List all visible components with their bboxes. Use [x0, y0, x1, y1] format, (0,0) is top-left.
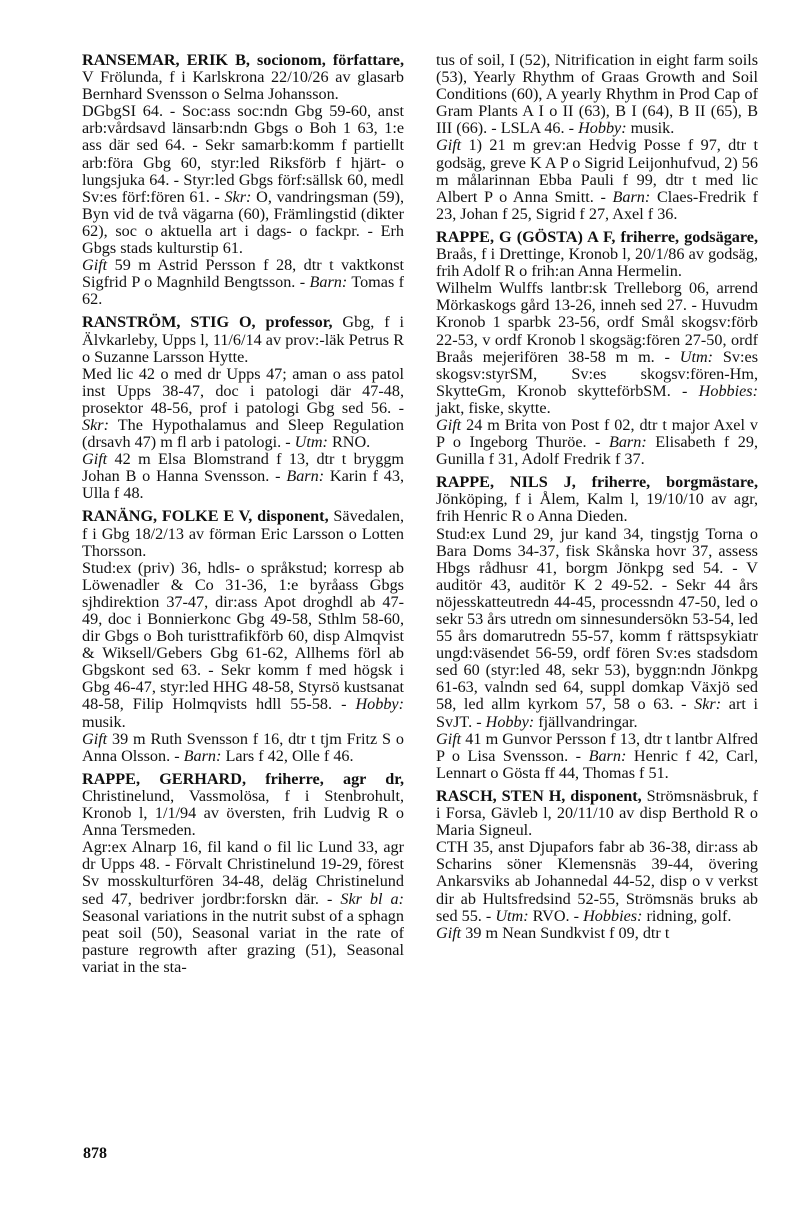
- entry-head: [82, 52, 404, 103]
- entry-rappe-gerhard: [82, 771, 404, 976]
- entry-head: [436, 474, 758, 525]
- entry-family: Gift 39 m Nean Sundkvist f 09, dtr t: [436, 923, 670, 942]
- entry-rappe-nils: [436, 474, 758, 782]
- entry-head: [82, 508, 404, 559]
- entry-ranang: [82, 508, 404, 764]
- entry-career: Stud:ex Lund 29, jur kand 34, tingstjg Torna o Bara Doms 34-37, fisk Skånska hovr 37, assess Hbgs rådhusr 41, borgm Jönkpg sed 54. - V auditör 43, auditör K 2 49-52. - Sekr 44 års nöjesskatteutredn 44-45, processndn 47-50, led o sekr 53 års utredn om sinnesundersökn 53-54, led 55 års domarutredn 55-57, komm f rättspsykiatr ungd:väsendet 56-59, ordf fören Sv:es stadsdom sed 60 (styr:led 48, sekr 53), byggn:ndn Jönkpg 61-63, valndn sed 64, suppl domkap Växjö sed 58, led allm kyrkom 57, 58 o 63. - Skr: art i SvJT. - Hobby: fjällvandringar.: [436, 524, 759, 731]
- entry-career: Med lic 42 o med dr Upps 47; aman o ass patol inst Upps 38-47, doc i patologi där 47-48, prosektor 48-56, prof i patologi Gbg sed 56. - Skr: The Hypothalamus and Sleep Regulation (drsavh 47) m fl arb i patologi. - Utm: RNO.: [82, 364, 404, 452]
- entry-intro: Gbg, f i Älvkarleby, Upps l, 11/6/14 av prov:-läk Petrus R o Suzanne Larsson Hytte.: [82, 313, 405, 366]
- entry-intro: Strömsnäsbruk, f i Forsa, Gävleb l, 20/11/10 av disp Berthold R o Maria Signeul.: [436, 786, 759, 840]
- entry-intro: Christinelund, Vassmolösa, f i Stenbrohult, Kronob l, 1/1/94 av översten, frih Ludvig R o Anna Tersmeden.: [82, 786, 404, 840]
- entry-family: Gift 59 m Astrid Persson f 28, dtr t vaktkonst Sigfrid P o Magnhild Bengtsson. - Barn: Tomas f 62.: [82, 256, 404, 309]
- entry-name: RAPPE, G (GÖSTA) A F,: [436, 227, 616, 246]
- entry-career: Stud:ex (priv) 36, hdls- o språkstud; korresp ab Löwenadler & Co 31-36, 1:e byråass Gbgs sjhdirektion 37-47, dir:ass Apot droghdl ab 47-49, doc i Bonnierkonc Gbg 49-58, Sthlm 58-60, dir Gbgs o Boh turisttrafikförb 60, disp Almqvist & Wiksell/Gebers Gbg 61-62, Allhems förl ab Gbgskont sed 63. - Sekr komm f med högsk i Gbg 46-47, styr:led HHG 48-58, Styrsö kustsanat 48-58, Filip Holmqvists hdll 55-58. - Hobby: musik.: [82, 558, 404, 731]
- children-label: Barn:: [309, 273, 348, 292]
- entry-rappe-gosta: [436, 229, 758, 468]
- entry-name: RASCH, STEN H,: [436, 786, 566, 805]
- entry-ransemar: [82, 52, 404, 308]
- entry-role: disponent,: [570, 786, 642, 805]
- entry-head: [82, 314, 404, 365]
- entry-career: DGbgSI 64. - Soc:ass soc:ndn Gbg 59-60, anst arb:vårdsavd länsarb:ndn Gbgs o Boh 1 63, 1:e ass där sed 64. - Sekr samarb:komm f partiellt arb:föra Gbg 60, styr:led Riksförb f hjärt- o lungsjuka 64. - Styr:led Gbgs förf:sällsk 60, medl Sv:es förf:fören 61. - Skr: O, vandringsman (59), Byn vid de två vägarna (60), Främlingstid (dikter 62), soc o aktuella art i dags- o fackpr. - Erh Gbgs stads kulturstip 61.: [82, 102, 405, 258]
- entry-rasch: [436, 788, 758, 942]
- entry-ranstrom: [82, 314, 404, 502]
- extra-text: O, vandringsman (59), Byn vid de två vägarna (60), Främlingstid (dikter 62), soc o aktuella art i dags- o fackpr. - Erh Gbgs stads kulturstip 61.: [82, 187, 405, 258]
- entry-name: RANÄNG, FOLKE E V,: [82, 507, 253, 526]
- family-label: Gift: [82, 256, 108, 275]
- entry-role: friherre, godsägare,: [620, 227, 759, 246]
- left-column: [82, 52, 404, 982]
- entry-career: Wilhelm Wulffs lantbr:sk Trelleborg 06, arrend Mörkaskogs gård 13-26, inneh sed 27. - Huvudm Kronob 1 sparbk 23-56, ordf Smål skogsv:förb 22-53, v ordf Kronob l skogsäg:fören 27-50, ordf Braås mejerifören 38-58 m m. - Utm: Sv:es skogsv:styrSM, Sv:es skogsv:fören-Hm, SkytteGm, Kronob skytteförbSM. - Hobbies: jakt, fiske, skytte.: [436, 279, 759, 417]
- entry-intro: Braås, f i Drettinge, Kronob l, 20/1/86 av godsäg, frih Adolf R o frih:an Anna Hermelin.: [436, 245, 758, 281]
- entry-role: friherre, agr dr,: [265, 769, 404, 788]
- entry-name: RAPPE, NILS J,: [436, 473, 576, 492]
- right-column: [436, 52, 758, 948]
- entry-role: friherre, borgmästare,: [591, 473, 758, 492]
- entry-family: Gift 1) 21 m grev:an Hedvig Posse f 97, dtr t godsäg, greve K A P o Sigrid Leijonhufvud, 2) 56 m målarinnan Ebba Pauli f 99, dtr t med lic Albert P o Anna Smitt. - Barn: Claes-Fredrik f 23, Johan f 25, Sigrid f 27, Axel f 36.: [436, 136, 759, 223]
- entry-name: RANSTRÖM, STIG O,: [82, 313, 256, 332]
- entry-role: socionom, författare,: [256, 51, 404, 69]
- entry-head: [436, 788, 758, 839]
- entry-family: Gift 24 m Brita von Post f 02, dtr t major Axel v P o Ingeborg Thuröe. - Barn: Elisabeth f 29, Gunilla f 31, Adolf Fredrik f 37.: [436, 415, 759, 469]
- entry-family: Gift 42 m Elsa Blomstrand f 13, dtr t bryggm Johan B o Hanna Svensson. - Barn: Karin f 43, Ulla f 48.: [82, 450, 405, 503]
- entry-continuation: [436, 52, 758, 223]
- entry-name: RANSEMAR, ERIK B,: [82, 51, 250, 69]
- entry-head: [436, 229, 758, 280]
- entry-career: CTH 35, anst Djupafors fabr ab 36-38, dir:ass ab Scharins söner Klemensnäs 39-44, övering Ankarsviks ab Johannedal 44-52, disp o v verkst dir ab Hultsfredsind 52-55, Strömsnäs bruks ab sed 55. - Utm: RVO. - Hobbies: ridning, golf.: [436, 838, 758, 925]
- entry-family: Gift 39 m Ruth Svensson f 16, dtr t tjm Fritz S o Anna Olsson. - Barn: Lars f 42, Olle f 46.: [82, 729, 404, 765]
- entry-intro: V Frölunda, f i Karlskrona 22/10/26 av glasarb Bernhard Svensson o Selma Johansson.: [82, 68, 404, 104]
- entry-career: tus of soil, I (52), Nitrification in eight farm soils (53), Yearly Rhythm of Graas Growth and Soil Conditions (60), A yearly Rhythm in Prod Cap of Gram Plants A I o II (63), B I (64), B II (65), B III (66). - LSLA 46. - Hobby: musik.: [436, 51, 758, 138]
- entry-head: [82, 771, 404, 839]
- entry-intro: Sävedalen, f i Gbg 18/2/13 av förman Eric Larsson o Lotten Thorsson.: [82, 507, 404, 560]
- entry-intro: Jönköping, f i Ålem, Kalm l, 19/10/10 av agr, frih Henric R o Anna Dieden.: [436, 490, 758, 526]
- page-number: 878: [83, 1145, 107, 1162]
- entry-career: Agr:ex Alnarp 16, fil kand o fil lic Lund 33, agr dr Upps 48. - Förvalt Christinelund 19-29, förest Sv mosskulturfören 34-48, deläg Christinelund sed 47, bedriver jordbr:forskn där. - Skr bl a: Seasonal variations in the nutrit subst of a sphagn peat soil (50), Seasonal variat in the rate of pasture regrowth after grazing (51), Seasonal variat in the sta-: [82, 838, 405, 976]
- entry-family: Gift 41 m Gunvor Persson f 13, dtr t lantbr Alfred P o Lisa Svensson. - Barn: Henric f 42, Carl, Lennart o Gösta ff 44, Thomas f 51.: [436, 729, 759, 782]
- entry-role: professor,: [265, 313, 333, 332]
- extra-label: Skr:: [224, 187, 252, 206]
- entry-role: disponent,: [257, 507, 329, 526]
- entry-name: RAPPE, GERHARD,: [82, 769, 246, 788]
